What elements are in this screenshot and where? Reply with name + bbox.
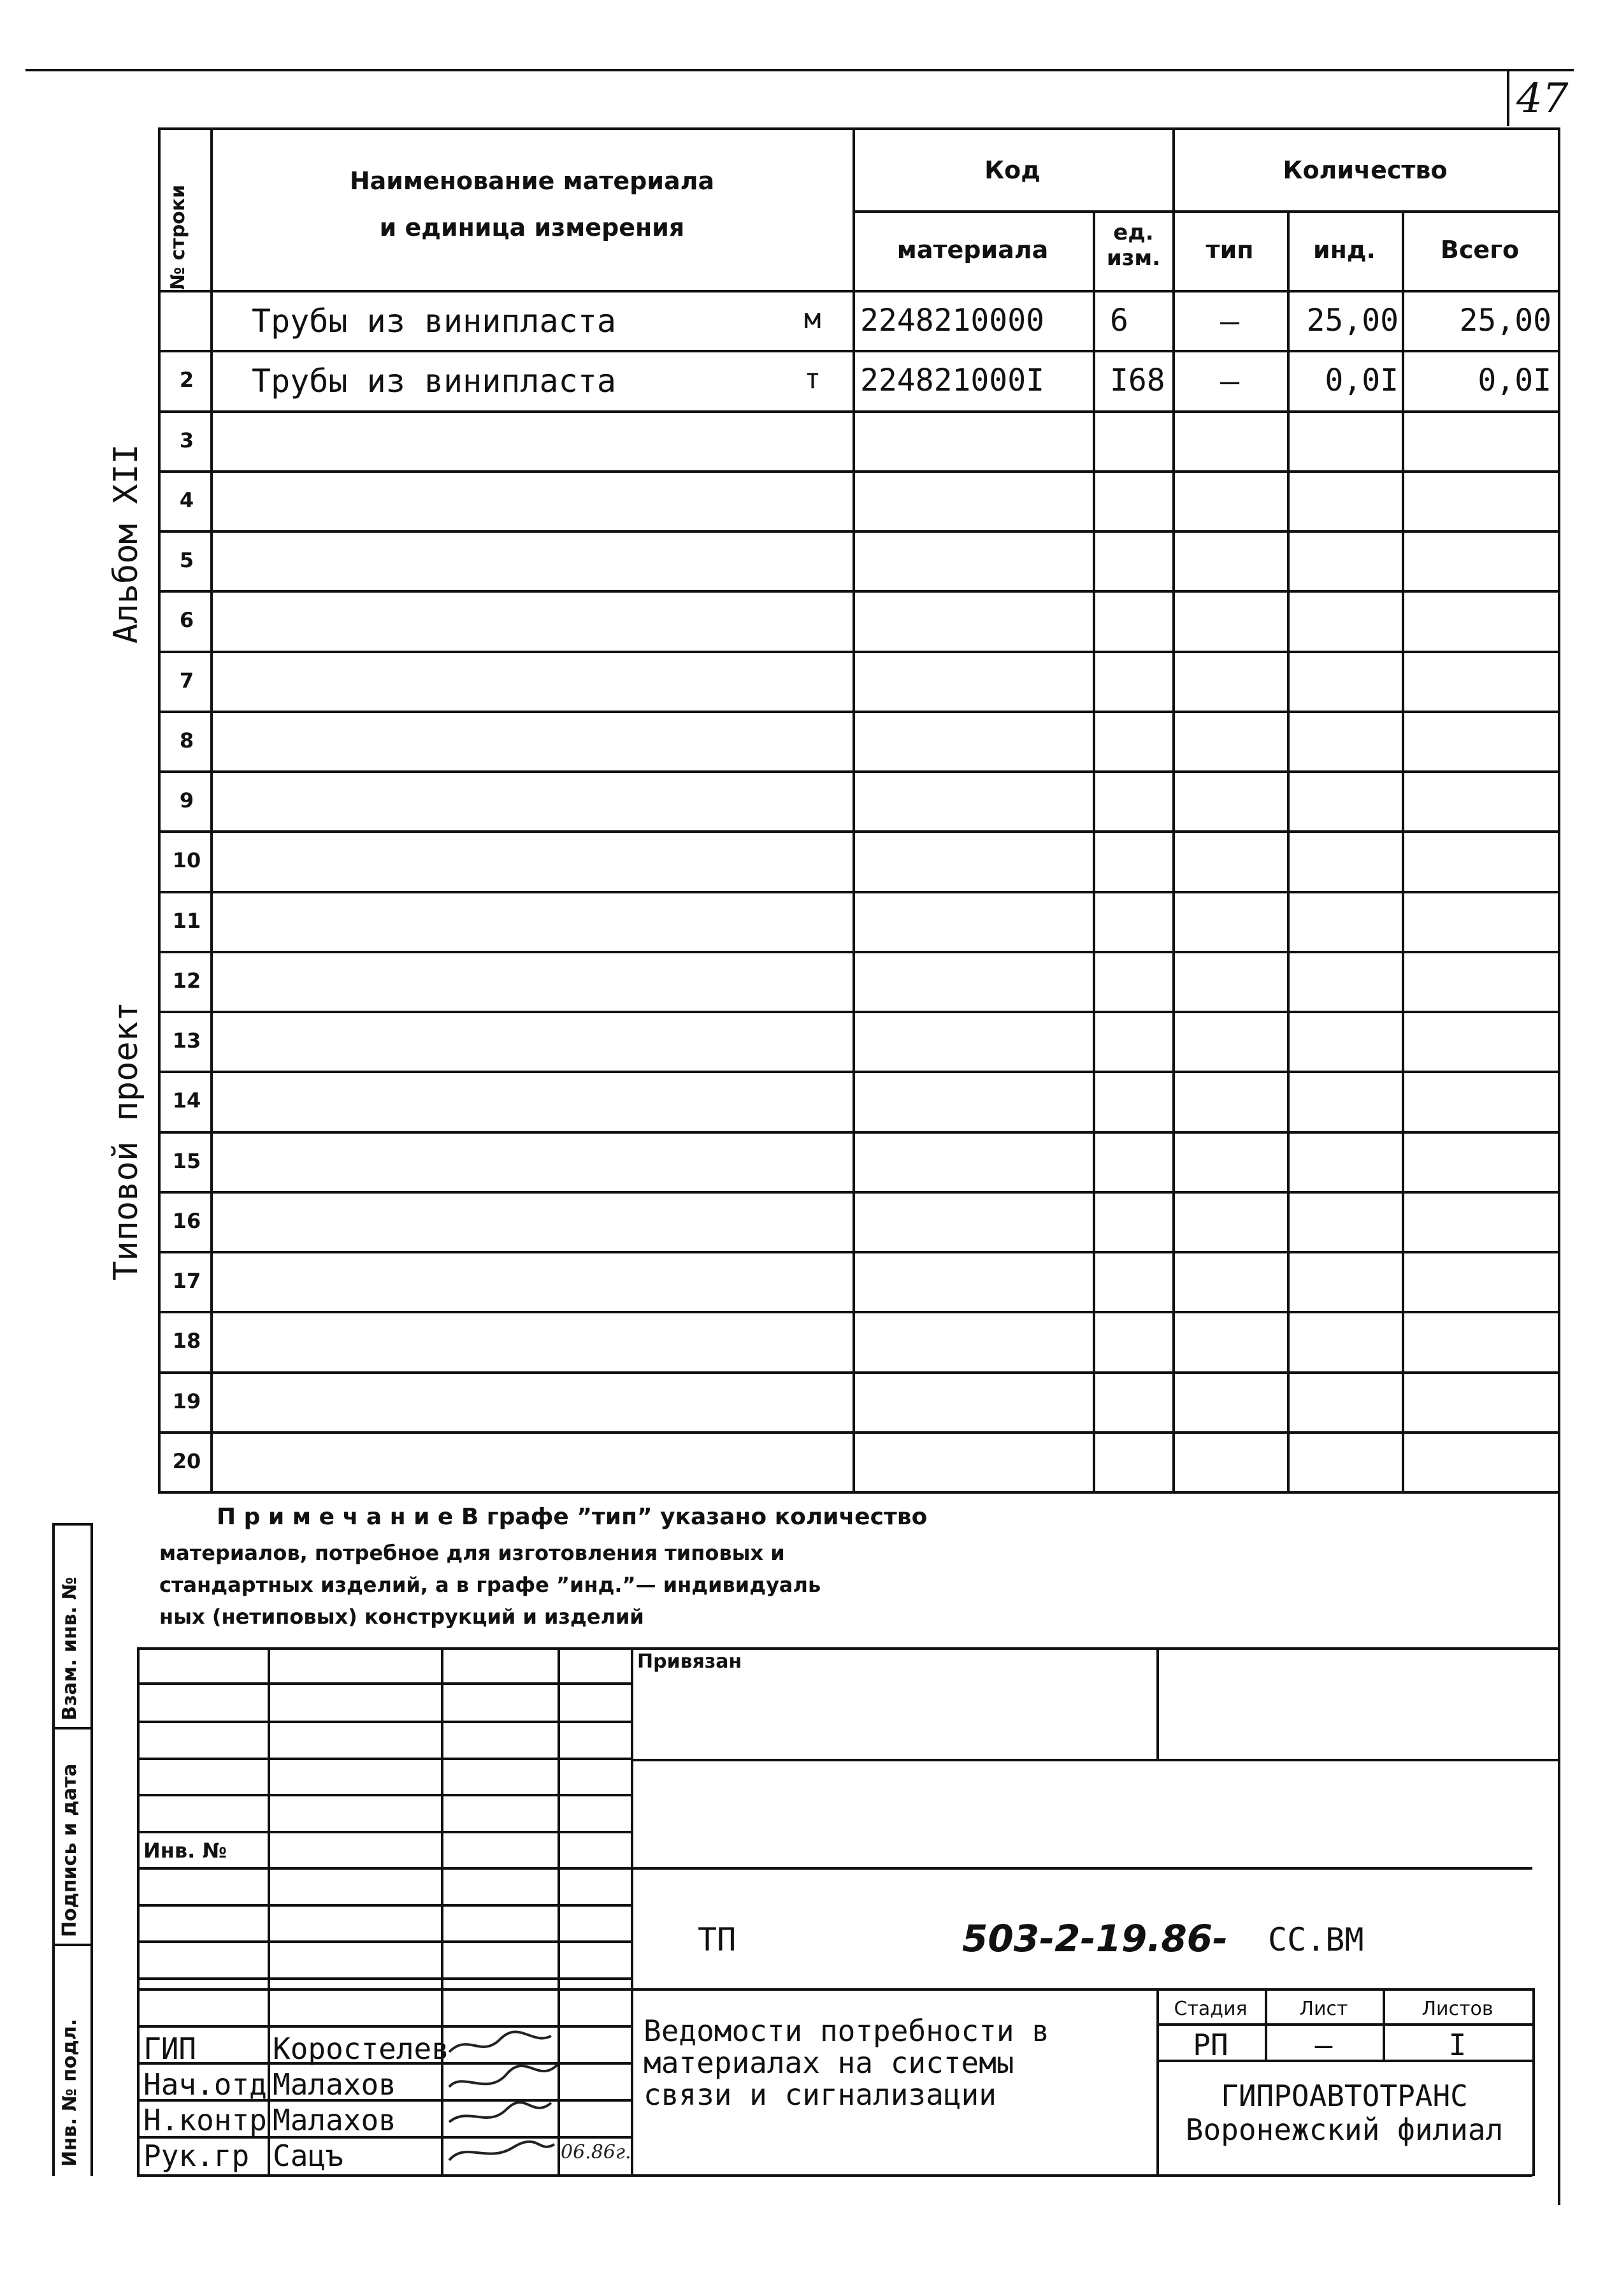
stage-value: РП bbox=[1193, 2028, 1228, 2062]
org-name: ГИПРОАВТОТРАНС bbox=[1221, 2079, 1468, 2113]
org-branch: Воронежский филиал bbox=[1185, 2112, 1504, 2147]
grid-row-5 bbox=[137, 1831, 633, 1833]
sign-date: 06.86г. bbox=[561, 2141, 631, 2163]
row-number: 5 bbox=[179, 548, 194, 572]
header-typ: тип bbox=[1205, 236, 1254, 264]
row-qty-ind: 25,00 bbox=[1306, 303, 1399, 338]
row-divider bbox=[158, 830, 1560, 833]
inv-no-label: Инв. № bbox=[143, 1838, 227, 1863]
row-number: 17 bbox=[172, 1269, 201, 1293]
stamp-side-div2 bbox=[52, 1944, 93, 1946]
row-material-name: Трубы из винипласта bbox=[252, 363, 616, 400]
row-number: 3 bbox=[179, 428, 194, 452]
stage-row-top bbox=[1156, 2023, 1532, 2026]
header-total: Всего bbox=[1440, 236, 1520, 264]
role-gip: ГИП bbox=[143, 2032, 197, 2066]
grid-row-1 bbox=[137, 1682, 633, 1685]
row-divider bbox=[158, 1431, 1560, 1434]
col-code bbox=[1093, 210, 1095, 1491]
row-divider bbox=[158, 590, 1560, 593]
top-rule bbox=[25, 69, 1574, 71]
row-number: 7 bbox=[179, 668, 194, 693]
page-number-box-left bbox=[1507, 69, 1509, 126]
stamp-right-lower bbox=[1532, 1988, 1535, 2176]
side-inv-label: Инв. № подл. bbox=[59, 2018, 81, 2167]
row-number: 20 bbox=[172, 1449, 201, 1473]
col-ind bbox=[1402, 210, 1404, 1491]
stamp-top bbox=[137, 1647, 1560, 1650]
col-name bbox=[853, 127, 855, 1491]
row-unit-name: т bbox=[804, 363, 821, 395]
row-divider bbox=[158, 470, 1560, 473]
table-left-border bbox=[158, 127, 161, 1491]
row-qty-typ: – bbox=[1220, 363, 1240, 400]
row-material-code: 2248210000 bbox=[860, 303, 1044, 338]
grid-row-3 bbox=[137, 1758, 633, 1760]
table-bottom bbox=[158, 1491, 1560, 1494]
header-name-line1: Наименование материала bbox=[349, 167, 715, 195]
header-material: материала bbox=[896, 236, 1049, 264]
album-label: Альбом XII bbox=[107, 444, 145, 644]
role-nach: Нач.отд bbox=[143, 2067, 267, 2102]
sheet-value: – bbox=[1314, 2028, 1333, 2062]
grid-row-7 bbox=[137, 1904, 633, 1907]
bound-right-col bbox=[1156, 1647, 1159, 1759]
stamp-left bbox=[137, 1647, 140, 2176]
title-line-2: материалах на системы bbox=[644, 2046, 1014, 2080]
row-divider bbox=[158, 711, 1560, 713]
row-divider bbox=[158, 1011, 1560, 1013]
grid-row-2 bbox=[137, 1721, 633, 1723]
row-unit-code: 6 bbox=[1110, 303, 1128, 338]
col-rownum bbox=[210, 127, 213, 1491]
row-number: 12 bbox=[172, 969, 201, 993]
row-divider bbox=[158, 1071, 1560, 1073]
header-ind: инд. bbox=[1313, 236, 1376, 264]
name-gip: Коростелев bbox=[273, 2032, 449, 2066]
note-line-4: ных (нетиповых) конструкций и изделий bbox=[159, 1605, 644, 1629]
header-bottom bbox=[158, 290, 1560, 292]
row-qty-total: 0,0I bbox=[1478, 363, 1551, 398]
grid-row-8 bbox=[137, 1940, 633, 1943]
row-number: 16 bbox=[172, 1209, 201, 1233]
col-typ bbox=[1287, 210, 1290, 1491]
row-number: 18 bbox=[172, 1329, 201, 1353]
page-number: 47 bbox=[1516, 75, 1569, 122]
title-line-1: Ведомости потребности в bbox=[644, 2014, 1049, 2048]
side-sign-label: Подпись и дата bbox=[59, 1763, 81, 1937]
header-mid bbox=[853, 210, 1560, 213]
grid-col-1 bbox=[268, 1647, 270, 2176]
note-line-2: материалов, потребное для изготовления типовых и bbox=[159, 1541, 785, 1565]
row-number: 8 bbox=[179, 728, 194, 753]
row-divider bbox=[158, 530, 1560, 533]
row-qty-ind: 0,0I bbox=[1325, 363, 1399, 398]
name-ruk: Сацъ bbox=[273, 2139, 343, 2173]
row-number-header: № строки bbox=[167, 184, 189, 290]
row-divider bbox=[158, 770, 1560, 773]
bound-row-bottom bbox=[633, 1759, 1560, 1761]
grid-row-6 bbox=[137, 1867, 1532, 1870]
row-material-code: 224821000I bbox=[860, 363, 1044, 398]
row-material-name: Трубы из винипласта bbox=[252, 303, 616, 340]
table-top-border bbox=[158, 127, 1560, 130]
sheet-label: Лист bbox=[1299, 1998, 1348, 2020]
stage-label: Стадия bbox=[1174, 1998, 1248, 2020]
row-divider bbox=[158, 1251, 1560, 1253]
row-divider bbox=[158, 1191, 1560, 1194]
row-divider bbox=[158, 1131, 1560, 1134]
role-nkontr: Н.контр bbox=[143, 2103, 267, 2137]
sheets-value: I bbox=[1448, 2028, 1467, 2062]
row-unit-name: м bbox=[804, 303, 821, 335]
row-number: 10 bbox=[172, 848, 201, 872]
stamp-bottom bbox=[137, 2174, 1532, 2177]
name-nach: Малахов bbox=[273, 2067, 396, 2102]
row-unit-code: I68 bbox=[1110, 363, 1165, 398]
name-nkontr: Малахов bbox=[273, 2103, 396, 2137]
header-unit: ед. изм. bbox=[1106, 220, 1161, 271]
row-divider bbox=[158, 1311, 1560, 1313]
row-divider bbox=[158, 350, 1560, 352]
doc-prefix: ТП bbox=[698, 1921, 737, 1958]
row-number: 4 bbox=[179, 488, 194, 512]
bound-label: Привязан bbox=[637, 1650, 742, 1673]
stamp-side-div1 bbox=[52, 1727, 93, 1729]
row-number: 14 bbox=[172, 1088, 201, 1113]
sheets-label: Листов bbox=[1421, 1998, 1493, 2020]
row-divider bbox=[158, 1371, 1560, 1374]
row-divider bbox=[158, 410, 1560, 413]
project-label: Типовой проект bbox=[107, 1001, 145, 1281]
doc-number: 503-2-19.86- bbox=[962, 1917, 1228, 1960]
note-line-3: стандартных изделий, а в графе ”инд.”— индивидуаль bbox=[159, 1573, 821, 1597]
row-number: 19 bbox=[172, 1389, 201, 1413]
grid-row-10 bbox=[137, 1988, 1532, 1991]
row-number: 9 bbox=[179, 788, 194, 812]
row-divider bbox=[158, 951, 1560, 953]
grid-row-4 bbox=[137, 1794, 633, 1796]
grid-row-9 bbox=[137, 1977, 633, 1980]
title-line-3: связи и сигнализации bbox=[644, 2077, 997, 2112]
stamp-side-right bbox=[90, 1523, 93, 2176]
row-number: 6 bbox=[179, 608, 194, 632]
row-qty-total: 25,00 bbox=[1459, 303, 1551, 338]
right-border bbox=[1558, 127, 1560, 2205]
header-name-line2: и единица измерения bbox=[379, 213, 685, 242]
header-code: Код bbox=[984, 156, 1040, 184]
row-divider bbox=[158, 891, 1560, 893]
note-line-1: П р и м е ч а н и е В графе ”тип” указано количество bbox=[217, 1504, 928, 1530]
row-divider bbox=[158, 651, 1560, 653]
stamp-side-left bbox=[52, 1523, 55, 2176]
row-number: 11 bbox=[172, 909, 201, 933]
stamp-side-top bbox=[52, 1523, 93, 1526]
side-vzam-label: Взам. инв. № bbox=[59, 1577, 81, 1721]
row-number: 15 bbox=[172, 1149, 201, 1173]
row-number: 13 bbox=[172, 1029, 201, 1053]
role-ruk: Рук.гр bbox=[143, 2139, 250, 2173]
doc-suffix: СС.ВМ bbox=[1268, 1921, 1364, 1958]
row-number: 2 bbox=[179, 368, 194, 392]
header-quantity: Количество bbox=[1283, 156, 1448, 184]
row-qty-typ: – bbox=[1220, 303, 1240, 340]
